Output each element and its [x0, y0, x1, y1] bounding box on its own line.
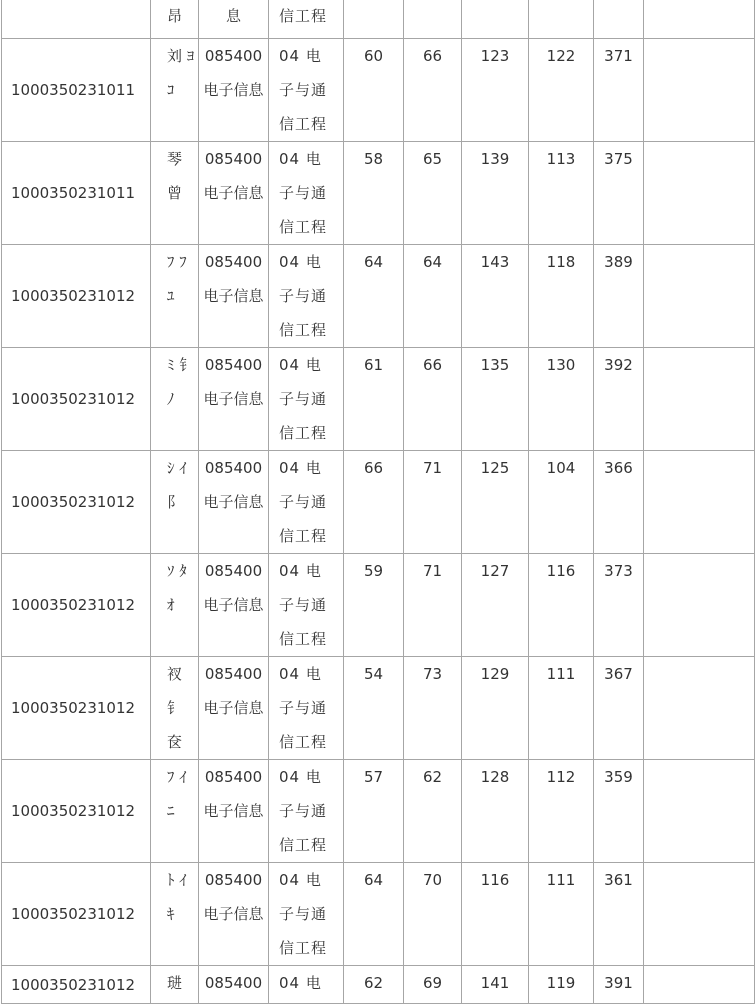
- score-math: 141: [462, 966, 529, 1004]
- research-direction: 04 电子与通信工程: [269, 348, 344, 451]
- remark-cell: [644, 760, 755, 863]
- candidate-name: ﾐ 钅 ﾉ: [151, 348, 199, 451]
- direction-fragment: 信工程: [269, 0, 344, 39]
- score-professional: 111: [529, 863, 594, 966]
- score-math: 143: [462, 245, 529, 348]
- candidate-id: 1000350231012: [2, 760, 151, 863]
- score-politics: 61: [344, 348, 404, 451]
- table-row: [2, 348, 755, 451]
- score-cell: [529, 0, 594, 39]
- score-english: 69: [404, 966, 462, 1004]
- candidate-id: 1000350231012: [2, 348, 151, 451]
- score-total: 367: [594, 657, 644, 760]
- score-english: 66: [404, 348, 462, 451]
- candidate-name: ｿ ﾀ ｵ: [151, 554, 199, 657]
- score-professional: 119: [529, 966, 594, 1004]
- remark-cell: [644, 863, 755, 966]
- score-total: 375: [594, 142, 644, 245]
- score-professional: 111: [529, 657, 594, 760]
- table-row: [2, 39, 755, 142]
- major-code: 085400: [199, 966, 269, 1004]
- remark-cell: [644, 348, 755, 451]
- candidate-id: 1000350231012: [2, 451, 151, 554]
- score-politics: 64: [344, 863, 404, 966]
- candidate-id: 1000350231011: [2, 142, 151, 245]
- score-english: 71: [404, 554, 462, 657]
- score-math: 135: [462, 348, 529, 451]
- score-total: 359: [594, 760, 644, 863]
- major-code: 085400 电子信息: [199, 863, 269, 966]
- research-direction: 04 电子与通信工程: [269, 863, 344, 966]
- score-english: 71: [404, 451, 462, 554]
- name-fragment: 昂: [151, 0, 199, 39]
- major-code: 085400 电子信息: [199, 39, 269, 142]
- id-cell: [2, 0, 151, 39]
- score-professional: 113: [529, 142, 594, 245]
- research-direction: 04 电子与通信工程: [269, 760, 344, 863]
- score-politics: 54: [344, 657, 404, 760]
- major-fragment: 息: [199, 0, 269, 39]
- research-direction: 04 电: [269, 966, 344, 1004]
- score-math: 116: [462, 863, 529, 966]
- research-direction: 04 电子与通信工程: [269, 554, 344, 657]
- candidate-name: ﾌ ｲ ﾆ: [151, 760, 199, 863]
- score-table: [1, 0, 755, 1004]
- major-code: 085400 电子信息: [199, 760, 269, 863]
- score-total: 371: [594, 39, 644, 142]
- score-total: 366: [594, 451, 644, 554]
- table-row: [2, 554, 755, 657]
- candidate-name: 琎: [151, 966, 199, 1004]
- score-politics: 57: [344, 760, 404, 863]
- score-math: 128: [462, 760, 529, 863]
- score-english: 65: [404, 142, 462, 245]
- candidate-id: 1000350231012: [2, 554, 151, 657]
- score-english: 66: [404, 39, 462, 142]
- score-math: 129: [462, 657, 529, 760]
- candidate-name: ﾄ ｲ ｷ: [151, 863, 199, 966]
- score-total: 389: [594, 245, 644, 348]
- table-row: [2, 657, 755, 760]
- research-direction: 04 电子与通信工程: [269, 245, 344, 348]
- score-total: 361: [594, 863, 644, 966]
- candidate-id: 1000350231012: [2, 966, 151, 1004]
- header-fragment-row: [2, 0, 755, 39]
- table-row: [2, 760, 755, 863]
- score-cell: [594, 0, 644, 39]
- remark-cell: [644, 554, 755, 657]
- score-cell: [404, 0, 462, 39]
- major-code: 085400 电子信息: [199, 348, 269, 451]
- major-code: 085400 电子信息: [199, 245, 269, 348]
- score-english: 73: [404, 657, 462, 760]
- score-professional: 118: [529, 245, 594, 348]
- score-math: 139: [462, 142, 529, 245]
- score-professional: 104: [529, 451, 594, 554]
- score-math: 123: [462, 39, 529, 142]
- score-politics: 66: [344, 451, 404, 554]
- candidate-id: 1000350231012: [2, 245, 151, 348]
- remark-cell: [644, 245, 755, 348]
- score-cell: [344, 0, 404, 39]
- major-code: 085400 电子信息: [199, 142, 269, 245]
- remark-cell: [644, 142, 755, 245]
- score-politics: 60: [344, 39, 404, 142]
- score-total: 391: [594, 966, 644, 1004]
- score-professional: 122: [529, 39, 594, 142]
- table-row: [2, 966, 755, 1004]
- score-politics: 64: [344, 245, 404, 348]
- candidate-name: 衩 钅 奁: [151, 657, 199, 760]
- remark-cell: [644, 657, 755, 760]
- major-code: 085400 电子信息: [199, 451, 269, 554]
- major-code: 085400 电子信息: [199, 554, 269, 657]
- candidate-name: 琴 曾: [151, 142, 199, 245]
- score-english: 64: [404, 245, 462, 348]
- score-total: 373: [594, 554, 644, 657]
- score-politics: 59: [344, 554, 404, 657]
- score-politics: 62: [344, 966, 404, 1004]
- table-row: [2, 451, 755, 554]
- remark-cell: [644, 39, 755, 142]
- candidate-id: 1000350231012: [2, 657, 151, 760]
- score-cell: [462, 0, 529, 39]
- table-row: [2, 245, 755, 348]
- table-row: [2, 142, 755, 245]
- candidate-name: ｼ ｲ 阝: [151, 451, 199, 554]
- score-politics: 58: [344, 142, 404, 245]
- score-professional: 112: [529, 760, 594, 863]
- remark-cell: [644, 451, 755, 554]
- score-english: 62: [404, 760, 462, 863]
- score-math: 127: [462, 554, 529, 657]
- major-code: 085400 电子信息: [199, 657, 269, 760]
- remark-cell: [644, 966, 755, 1004]
- research-direction: 04 电子与通信工程: [269, 657, 344, 760]
- research-direction: 04 电子与通信工程: [269, 451, 344, 554]
- research-direction: 04 电子与通信工程: [269, 142, 344, 245]
- candidate-name: 刘 ﾖ ｺ: [151, 39, 199, 142]
- score-math: 125: [462, 451, 529, 554]
- table-body: [2, 0, 755, 1004]
- candidate-name: ﾌ ﾌ ﾕ: [151, 245, 199, 348]
- score-english: 70: [404, 863, 462, 966]
- research-direction: 04 电子与通信工程: [269, 39, 344, 142]
- candidate-id: 1000350231011: [2, 39, 151, 142]
- table-row: [2, 863, 755, 966]
- candidate-id: 1000350231012: [2, 863, 151, 966]
- score-professional: 130: [529, 348, 594, 451]
- remark-cell: [644, 0, 755, 39]
- score-total: 392: [594, 348, 644, 451]
- score-professional: 116: [529, 554, 594, 657]
